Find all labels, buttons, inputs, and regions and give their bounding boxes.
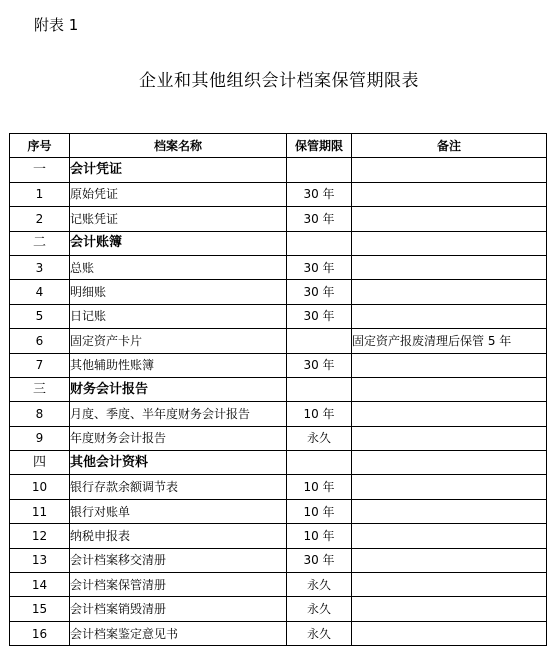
archive-name: 会计凭证 bbox=[70, 158, 287, 182]
row-number: 1 bbox=[10, 182, 70, 206]
retention-period: 30 年 bbox=[287, 304, 352, 328]
archive-name: 会计档案移交清册 bbox=[70, 548, 287, 572]
retention-period: 30 年 bbox=[287, 353, 352, 377]
row-number: 7 bbox=[10, 353, 70, 377]
retention-period: 10 年 bbox=[287, 524, 352, 548]
table-row bbox=[10, 499, 547, 523]
archive-name: 记账凭证 bbox=[70, 207, 287, 231]
archive-name: 银行对账单 bbox=[70, 499, 287, 523]
remark bbox=[352, 499, 547, 523]
remark bbox=[352, 304, 547, 328]
archive-name: 其他会计资料 bbox=[70, 451, 287, 475]
remark bbox=[352, 548, 547, 572]
retention-period bbox=[287, 377, 352, 401]
remark bbox=[352, 353, 547, 377]
col-header-name: 档案名称 bbox=[70, 134, 287, 158]
archive-name: 会计档案鉴定意见书 bbox=[70, 621, 287, 645]
archive-name: 明细账 bbox=[70, 280, 287, 304]
table-row bbox=[10, 548, 547, 572]
table-row bbox=[10, 353, 547, 377]
retention-period: 30 年 bbox=[287, 182, 352, 206]
row-number: 12 bbox=[10, 524, 70, 548]
row-number: 5 bbox=[10, 304, 70, 328]
remark bbox=[352, 207, 547, 231]
remark bbox=[352, 255, 547, 279]
retention-period: 永久 bbox=[287, 621, 352, 645]
remark bbox=[352, 524, 547, 548]
remark bbox=[352, 158, 547, 182]
table-row bbox=[10, 207, 547, 231]
archive-name: 固定资产卡片 bbox=[70, 329, 287, 353]
archive-name: 其他辅助性账簿 bbox=[70, 353, 287, 377]
row-number: 二 bbox=[10, 231, 70, 255]
remark: 固定资产报废清理后保管 5 年 bbox=[352, 329, 547, 353]
category-row bbox=[10, 451, 547, 475]
archive-name: 年度财务会计报告 bbox=[70, 426, 287, 450]
table-row bbox=[10, 426, 547, 450]
retention-period bbox=[287, 158, 352, 182]
row-number: 11 bbox=[10, 499, 70, 523]
remark bbox=[352, 402, 547, 426]
category-row bbox=[10, 231, 547, 255]
table-row bbox=[10, 597, 547, 621]
remark bbox=[352, 597, 547, 621]
table-row bbox=[10, 402, 547, 426]
retention-period: 30 年 bbox=[287, 255, 352, 279]
archive-name: 原始凭证 bbox=[70, 182, 287, 206]
table-row bbox=[10, 255, 547, 279]
page-title: 企业和其他组织会计档案保管期限表 bbox=[139, 71, 419, 91]
row-number: 13 bbox=[10, 548, 70, 572]
archive-name: 会计账簿 bbox=[70, 231, 287, 255]
archive-name: 纳税申报表 bbox=[70, 524, 287, 548]
retention-table bbox=[9, 133, 547, 646]
archive-name: 银行存款余额调节表 bbox=[70, 475, 287, 499]
row-number: 9 bbox=[10, 426, 70, 450]
row-number: 16 bbox=[10, 621, 70, 645]
table-row bbox=[10, 621, 547, 645]
retention-period bbox=[287, 231, 352, 255]
row-number: 2 bbox=[10, 207, 70, 231]
archive-name: 月度、季度、半年度财务会计报告 bbox=[70, 402, 287, 426]
archive-name: 会计档案保管清册 bbox=[70, 573, 287, 597]
retention-period: 永久 bbox=[287, 597, 352, 621]
remark bbox=[352, 280, 547, 304]
table-row bbox=[10, 182, 547, 206]
category-row bbox=[10, 158, 547, 182]
row-number: 14 bbox=[10, 573, 70, 597]
retention-period bbox=[287, 451, 352, 475]
table-row bbox=[10, 280, 547, 304]
remark bbox=[352, 475, 547, 499]
row-number: 6 bbox=[10, 329, 70, 353]
retention-period: 30 年 bbox=[287, 548, 352, 572]
remark bbox=[352, 182, 547, 206]
row-number: 8 bbox=[10, 402, 70, 426]
retention-period: 永久 bbox=[287, 426, 352, 450]
table-row bbox=[10, 573, 547, 597]
archive-name: 财务会计报告 bbox=[70, 377, 287, 401]
col-header-remark: 备注 bbox=[352, 134, 547, 158]
retention-period bbox=[287, 329, 352, 353]
retention-period: 10 年 bbox=[287, 475, 352, 499]
col-header-period: 保管期限 bbox=[287, 134, 352, 158]
retention-period: 30 年 bbox=[287, 207, 352, 231]
col-header-number: 序号 bbox=[10, 134, 70, 158]
category-row bbox=[10, 377, 547, 401]
table-row bbox=[10, 524, 547, 548]
retention-period: 30 年 bbox=[287, 280, 352, 304]
appendix-label: 附表 1 bbox=[34, 16, 79, 34]
remark bbox=[352, 377, 547, 401]
retention-period: 10 年 bbox=[287, 499, 352, 523]
remark bbox=[352, 426, 547, 450]
remark bbox=[352, 573, 547, 597]
remark bbox=[352, 451, 547, 475]
remark bbox=[352, 231, 547, 255]
archive-name: 会计档案销毁清册 bbox=[70, 597, 287, 621]
row-number: 四 bbox=[10, 451, 70, 475]
remark bbox=[352, 621, 547, 645]
row-number: 一 bbox=[10, 158, 70, 182]
archive-name: 日记账 bbox=[70, 304, 287, 328]
header-row bbox=[10, 134, 547, 158]
table-row bbox=[10, 304, 547, 328]
table-row bbox=[10, 329, 547, 353]
retention-period: 永久 bbox=[287, 573, 352, 597]
row-number: 10 bbox=[10, 475, 70, 499]
row-number: 4 bbox=[10, 280, 70, 304]
row-number: 三 bbox=[10, 377, 70, 401]
row-number: 3 bbox=[10, 255, 70, 279]
retention-period: 10 年 bbox=[287, 402, 352, 426]
table-row bbox=[10, 475, 547, 499]
archive-name: 总账 bbox=[70, 255, 287, 279]
row-number: 15 bbox=[10, 597, 70, 621]
